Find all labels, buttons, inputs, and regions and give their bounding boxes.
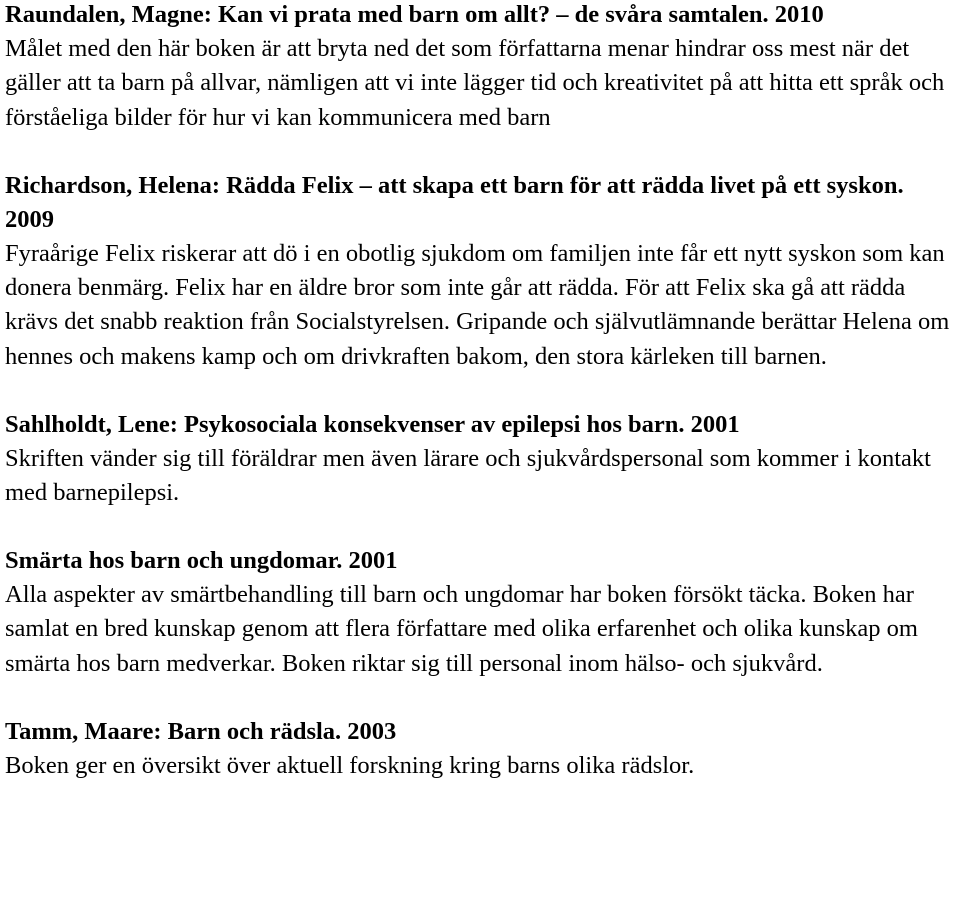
book-heading: Raundalen, Magne: Kan vi prata med barn om allt? – de svåra samtalen. 2010: [5, 1, 824, 28]
book-description: Skriften vänder sig till föräldrar men även lärare och sjukvårdspersonal som kommer i kontakt med barnepilepsi.: [5, 444, 931, 507]
book-description: Fyraårige Felix riskerar att dö i en obotlig sjukdom om familjen inte får ett nytt syskon som kan donera benmärg. Felix har en äldre bror som inte går att rädda. För att Felix ska gå att rädda krävs det snabb reaktion från Socialstyrelsen. Gripande och självutlämnande berättar Helena om hennes och makens kamp och om drivkraften bakom, den stora kärleken till barnen.: [5, 240, 950, 370]
book-heading: Tamm, Maare: Barn och rädsla. 2003: [5, 717, 397, 745]
book-entry-sahlholdt: [5, 408, 958, 511]
book-heading: Richardson, Helena: Rädda Felix – att skapa ett barn för att rädda livet på ett syskon. 2009: [5, 171, 904, 233]
book-entry-raundalen: [5, 0, 958, 135]
book-entry-smarta: [5, 544, 958, 681]
book-description: Boken ger en översikt över aktuell forskning kring barns olika rädslor.: [5, 751, 695, 779]
book-description: Målet med den här boken är att bryta ned det som författarna menar hindrar oss mest när det gäller att ta barn på allvar, nämligen att vi inte lägger tid och kreativitet på att hitta ett språk och förståeliga bilder för hur vi kan kommunicera med barn: [5, 35, 945, 131]
book-heading: Sahlholdt, Lene: Psykosociala konsekvenser av epilepsi hos barn. 2001: [5, 410, 740, 438]
book-description: Alla aspekter av smärtbehandling till barn och ungdomar har boken försökt täcka. Boken har samlat en bred kunskap genom att flera författare med olika erfarenhet och olika kunskap om smärta hos barn medverkar. Boken riktar sig till personal inom hälso- och sjukvård.: [5, 581, 918, 677]
book-entry-richardson: [5, 169, 958, 374]
book-entry-tamm: [5, 715, 958, 783]
book-heading: Smärta hos barn och ungdomar. 2001: [5, 547, 398, 575]
document-page: [5, 0, 958, 783]
